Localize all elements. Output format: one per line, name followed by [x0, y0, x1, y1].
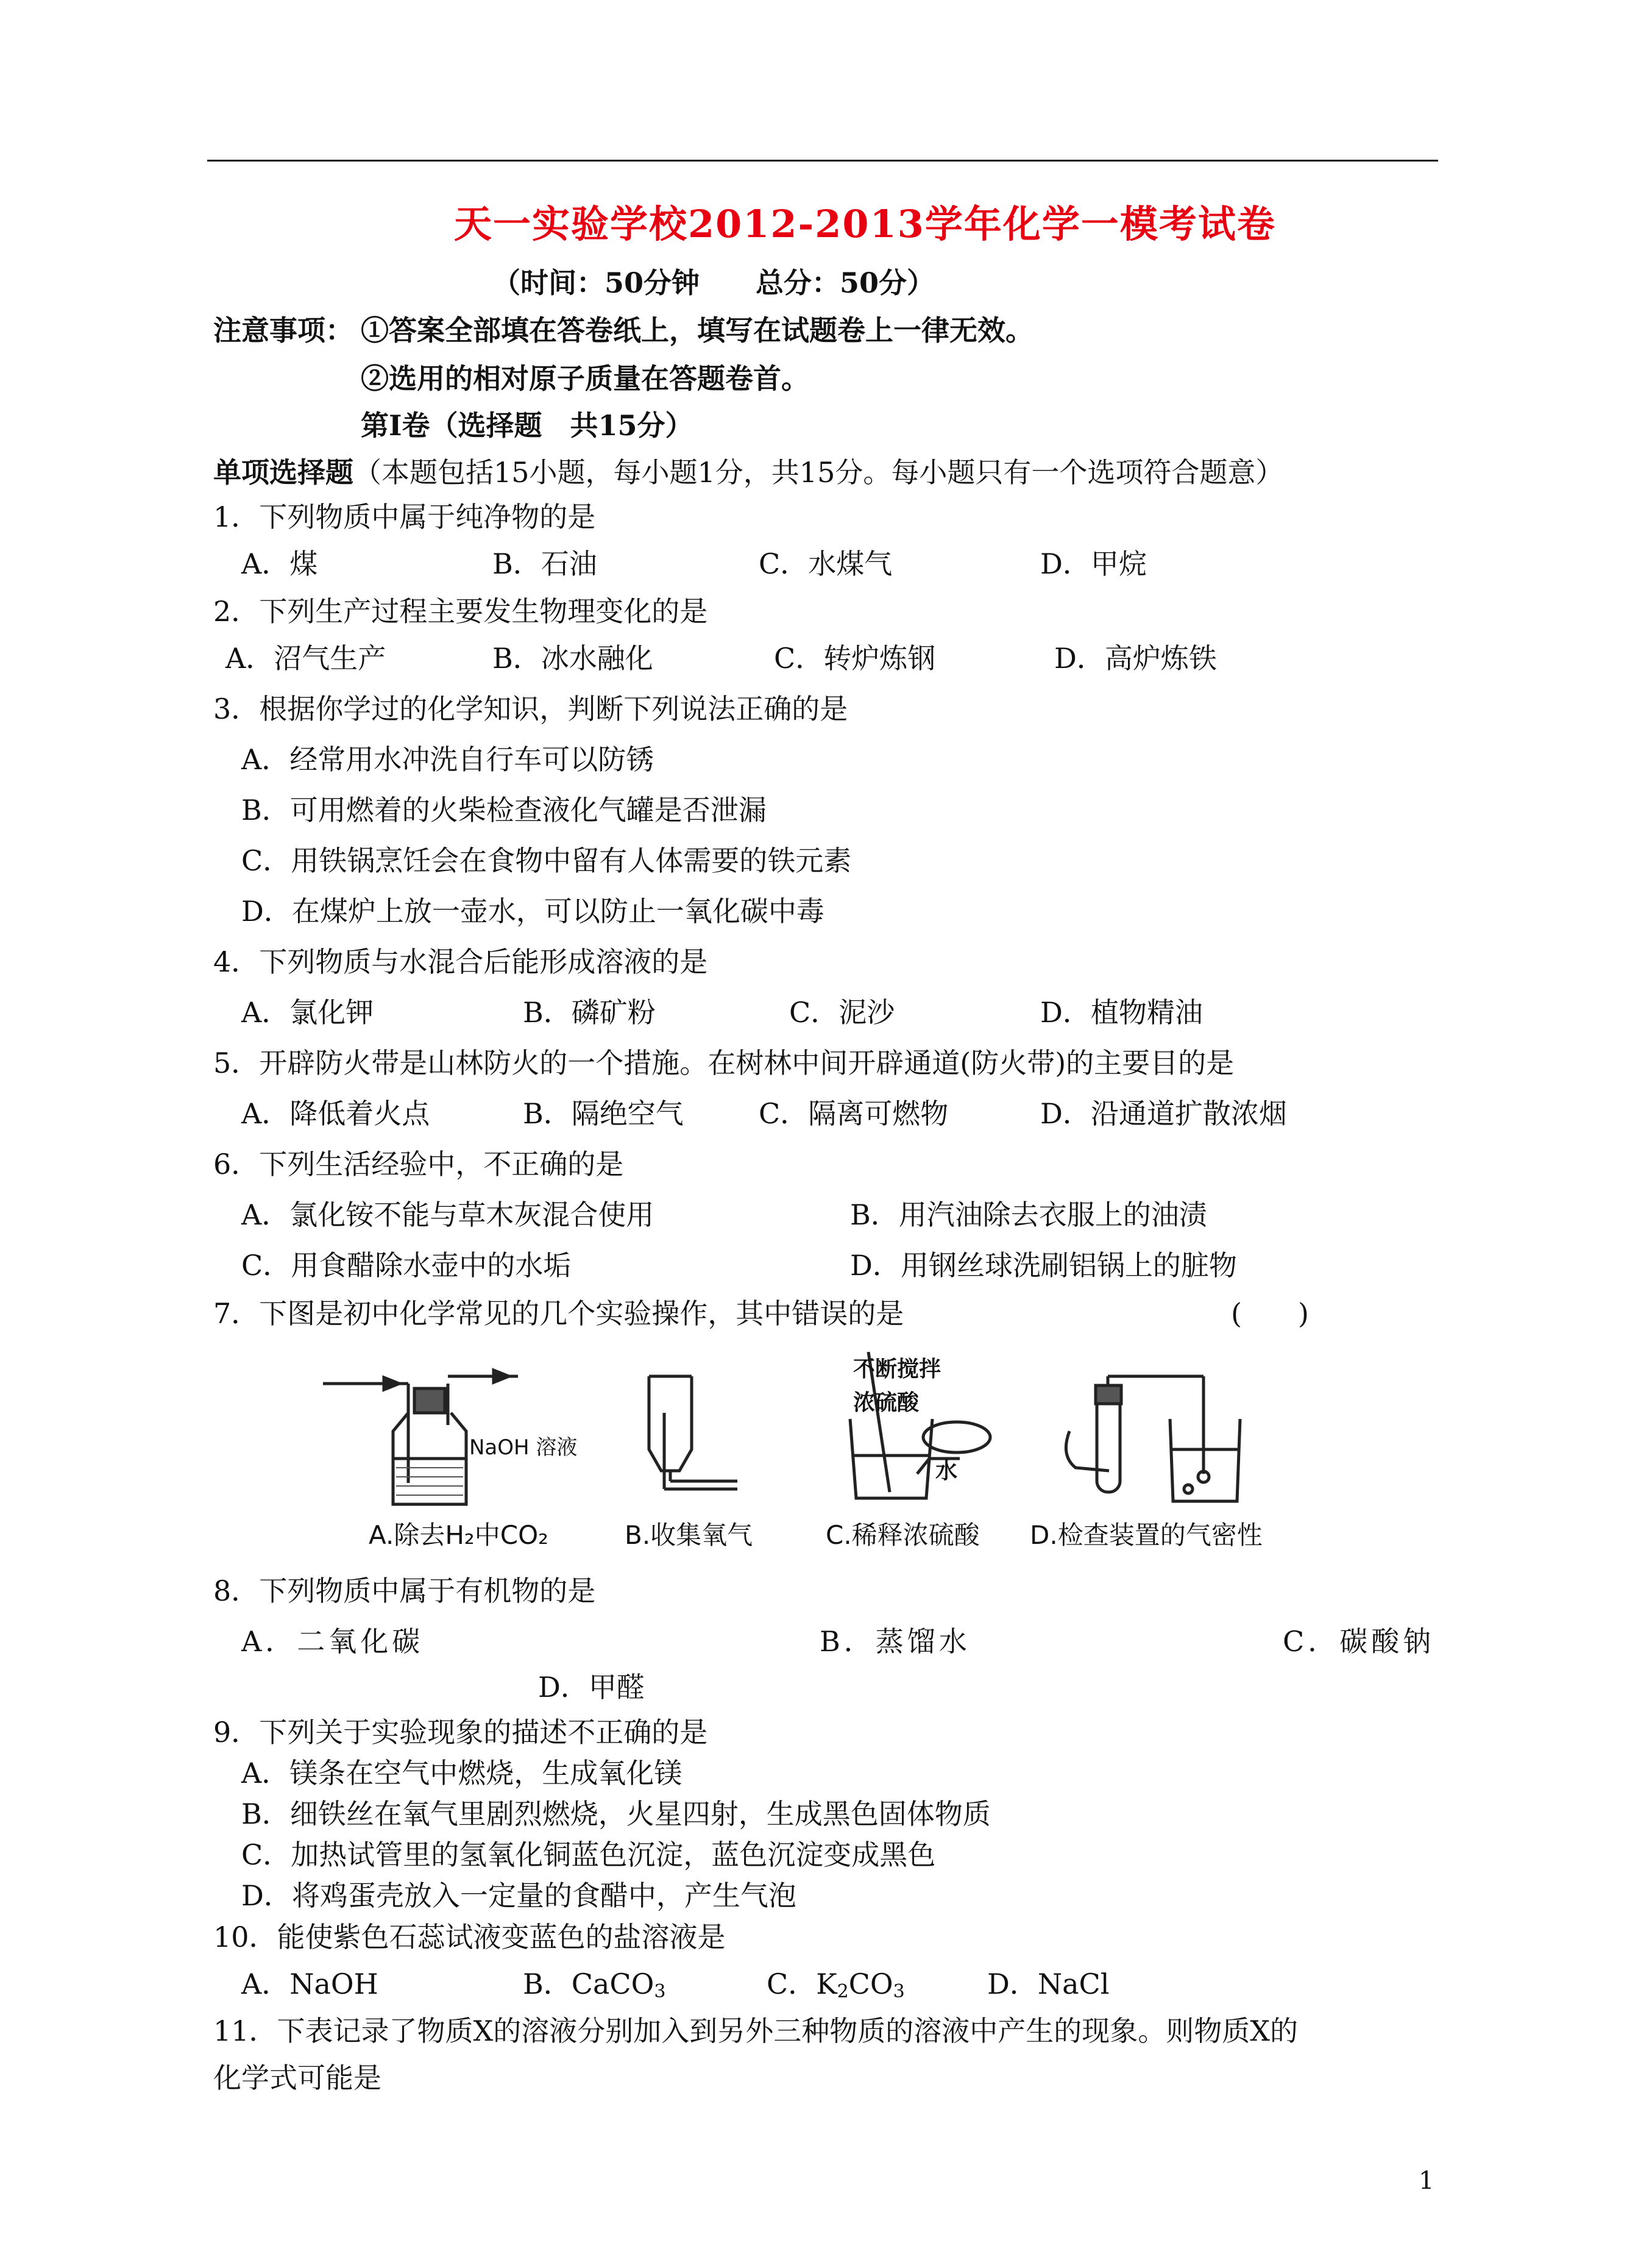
q8-option-d: D．甲醛 [538, 1671, 645, 1704]
q9-option-c: C．加热试管里的氢氧化铜蓝色沉淀，蓝色沉淀变成黑色 [241, 1838, 936, 1871]
q10-option-c-subscript-2: 3 [893, 1981, 905, 2002]
q1-option-d: D．甲烷 [1040, 547, 1147, 580]
q2-option-c: C．转炉炼钢 [774, 642, 936, 675]
q10-option-b [523, 1966, 665, 2010]
exam-title: 天一实验学校2012-2013学年化学一模考试卷 [454, 202, 1276, 246]
notes-label: 注意事项： [213, 314, 353, 347]
q3-option-c: C．用铁锅烹饪会在食物中留有人体需要的铁元素 [241, 844, 852, 877]
q6-option-a: A．氯化铵不能与草木灰混合使用 [241, 1198, 654, 1231]
q7-d-caption: D.检查装置的气密性 [1030, 1520, 1263, 1550]
q9-option-b: B．细铁丝在氧气里剧烈燃烧，火星四射，生成黑色固体物质 [241, 1797, 991, 1830]
q4-option-c: C．泥沙 [789, 996, 895, 1029]
q10-option-c [767, 1966, 905, 2010]
q4-option-b: B．磷矿粉 [523, 996, 656, 1029]
q2-option-b: B．冰水融化 [492, 642, 653, 675]
q10-option-c-text-2: CO [848, 1968, 893, 2000]
q8-option-c: C．碳酸钠 [1283, 1625, 1435, 1658]
q6-stem: 6．下列生活经验中，不正确的是 [213, 1148, 624, 1181]
q4-option-d: D．植物精油 [1040, 996, 1203, 1029]
q9-option-d: D．将鸡蛋壳放入一定量的食醋中，产生气泡 [241, 1879, 796, 1912]
q8-option-a: A．二氧化碳 [241, 1625, 424, 1658]
q5-option-a: A．降低着火点 [241, 1097, 430, 1130]
q4-stem: 4．下列物质与水混合后能形成溶液的是 [213, 945, 708, 978]
q11-stem-line-1: 11．下表记录了物质X的溶液分别加入到另外三种物质的溶液中产生的现象。则物质X的 [213, 2014, 1299, 2047]
airtightness-check-icon [1066, 1376, 1240, 1501]
q5-option-d: D．沿通道扩散浓烟 [1040, 1097, 1287, 1130]
q7-answer-bracket: ( ) [1231, 1297, 1309, 1330]
q10-option-b-subscript: 3 [654, 1981, 666, 2002]
notes-line-2: ②选用的相对原子质量在答题卷首。 [361, 362, 809, 395]
q11-stem-line-2: 化学式可能是 [213, 2061, 381, 2094]
q10-option-a: A．NaOH [241, 1968, 378, 2000]
q1-option-a: A．煤 [241, 547, 318, 580]
q7-stem: 7．下图是初中化学常见的几个实验操作，其中错误的是 [213, 1297, 904, 1330]
q10-option-c-text: C．K [767, 1968, 837, 2000]
q5-option-b: B．隔绝空气 [523, 1097, 684, 1130]
q7-b-caption: B.收集氧气 [625, 1520, 753, 1550]
q4-option-a: A．氯化钾 [241, 996, 374, 1029]
section-type-label: 单项选择题 [213, 456, 353, 489]
q6-option-b: B．用汽油除去衣服上的油渍 [850, 1198, 1207, 1231]
q1-stem: 1．下列物质中属于纯净物的是 [213, 500, 596, 533]
q1-option-c: C．水煤气 [759, 547, 893, 580]
q7-experiment-figure [317, 1352, 1304, 1559]
q9-stem: 9．下列关于实验现象的描述不正确的是 [213, 1716, 708, 1749]
q2-stem: 2．下列生产过程主要发生物理变化的是 [213, 595, 708, 628]
q7-a-label: NaOH 溶液 [469, 1435, 578, 1460]
q6-option-d: D．用钢丝球洗刷铝锅上的脏物 [850, 1249, 1237, 1282]
section-instructions [213, 454, 1283, 491]
q3-stem: 3．根据你学过的化学知识，判断下列说法正确的是 [213, 692, 848, 725]
q5-option-c: C．隔离可燃物 [759, 1097, 949, 1130]
q7-c-caption: C.稀释浓硫酸 [826, 1520, 980, 1550]
q3-option-a: A．经常用水冲洗自行车可以防锈 [241, 743, 654, 776]
time-info: （时间：50分钟 总分：50分） [492, 266, 935, 299]
q7-c-label-acid: 浓硫酸 [853, 1390, 920, 1415]
q1-option-b: B．石油 [492, 547, 597, 580]
page-number: 1 [1419, 2167, 1434, 2195]
q10-option-b-text: B．CaCO [523, 1968, 654, 2000]
q7-a-caption: A.除去H₂中CO₂ [369, 1520, 548, 1550]
q10-option-c-subscript-1: 2 [837, 1981, 849, 2002]
q6-option-c: C．用食醋除水壶中的水垢 [241, 1249, 572, 1282]
inverted-collection-bottle-icon [649, 1376, 737, 1489]
q7-c-label-water: 水 [935, 1459, 958, 1484]
header-rule [207, 160, 1438, 162]
section-type-desc: （本题包括15小题，每小题1分，共15分。每小题只有一个选项符合题意） [353, 456, 1284, 489]
q3-option-b: B．可用燃着的火柴检查液化气罐是否泄漏 [241, 794, 767, 827]
q7-c-label-stir: 不断搅拌 [853, 1357, 941, 1382]
q5-stem: 5．开辟防火带是山林防火的一个措施。在树林中间开辟通道(防火带)的主要目的是 [213, 1047, 1235, 1079]
q10-stem: 10．能使紫色石蕊试液变蓝色的盐溶液是 [213, 1921, 726, 1953]
q2-option-d: D．高炉炼铁 [1054, 642, 1217, 675]
notes-line-1: ①答案全部填在答卷纸上，填写在试题卷上一律无效。 [361, 314, 1034, 347]
q8-option-b: B．蒸馏水 [820, 1625, 971, 1658]
q9-option-a: A．镁条在空气中燃烧，生成氧化镁 [241, 1757, 682, 1790]
q8-stem: 8．下列物质中属于有机物的是 [213, 1574, 596, 1607]
q10-option-d: D．NaCl [987, 1968, 1110, 2000]
q3-option-d: D．在煤炉上放一壶水，可以防止一氧化碳中毒 [241, 895, 824, 928]
q2-option-a: A．沼气生产 [225, 642, 386, 675]
section-title: 第Ⅰ卷（选择题 共15分） [361, 409, 693, 442]
